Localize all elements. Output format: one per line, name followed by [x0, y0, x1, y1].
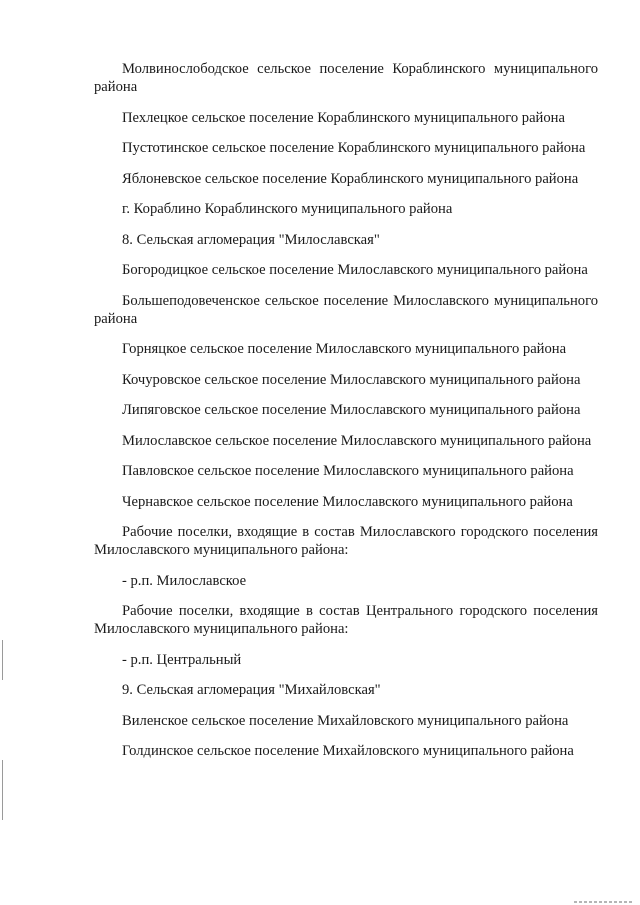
paragraph-chernavskoe: Чернавское сельское поселение Милославского муниципального района	[122, 493, 573, 510]
list-item-rp-centralny: - р.п. Центральный	[122, 651, 242, 668]
paragraph-bogoroditskoe: Богородицкое сельское поселение Милославского муниципального района	[122, 262, 588, 278]
paragraph-korablino: г. Кораблино Кораблинского муниципального района	[122, 201, 453, 217]
paragraph-pustotinskoe: Пустотинское сельское поселение Кораблинского муниципального района	[122, 140, 586, 156]
paragraph-miloslavskoe: Милославское сельское поселение Милославского муниципального района	[122, 432, 592, 449]
paragraph-goldinskoe: Голдинское сельское поселение Михайловского муниципального района	[122, 743, 574, 759]
paragraph-workers-settlements-miloslavskoe: Рабочие поселки, входящие в состав Милославского городского поселения Милославского муниципального района:	[94, 524, 598, 558]
paragraph-pavlovskoe: Павловское сельское поселение Милославского муниципального района	[122, 463, 574, 479]
document-body	[94, 60, 598, 773]
list-item-rp-miloslavskoe: - р.п. Милославское	[122, 572, 247, 589]
paragraph-lipyagovskoe: Липяговское сельское поселение Милославского муниципального района	[122, 402, 581, 418]
paragraph-workers-settlements-centralnoe: Рабочие поселки, входящие в состав Центрального городского поселения Милославского муниципального района:	[94, 603, 598, 637]
paragraph-kochurovskoe: Кочуровское сельское поселение Милославского муниципального района	[122, 371, 581, 388]
paragraph-bolsheopodovechenskoe: Большеподовеченское сельское поселение Милославского муниципального района	[94, 292, 598, 327]
paragraph-molvinoslobodskoe: Молвинослободское сельское поселение Кораблинского муниципального района	[94, 61, 598, 95]
paragraph-pekhletskoe: Пехлецкое сельское поселение Кораблинского муниципального района	[122, 109, 565, 126]
scan-edge-mark	[2, 760, 3, 820]
scan-edge-mark	[2, 640, 3, 680]
scan-corner-mark	[574, 901, 634, 903]
section-heading-mikhailovskaya: 9. Сельская агломерация "Михайловская"	[122, 682, 381, 698]
paragraph-vilenskoe: Виленское сельское поселение Михайловского муниципального района	[122, 712, 569, 729]
paragraph-yablonevskoe: Яблоневское сельское поселение Кораблинского муниципального района	[122, 170, 579, 187]
paragraph-gornyatskoe: Горняцкое сельское поселение Милославского муниципального района	[122, 341, 567, 357]
section-heading-miloslavskaya: 8. Сельская агломерация "Милославская"	[122, 231, 380, 248]
